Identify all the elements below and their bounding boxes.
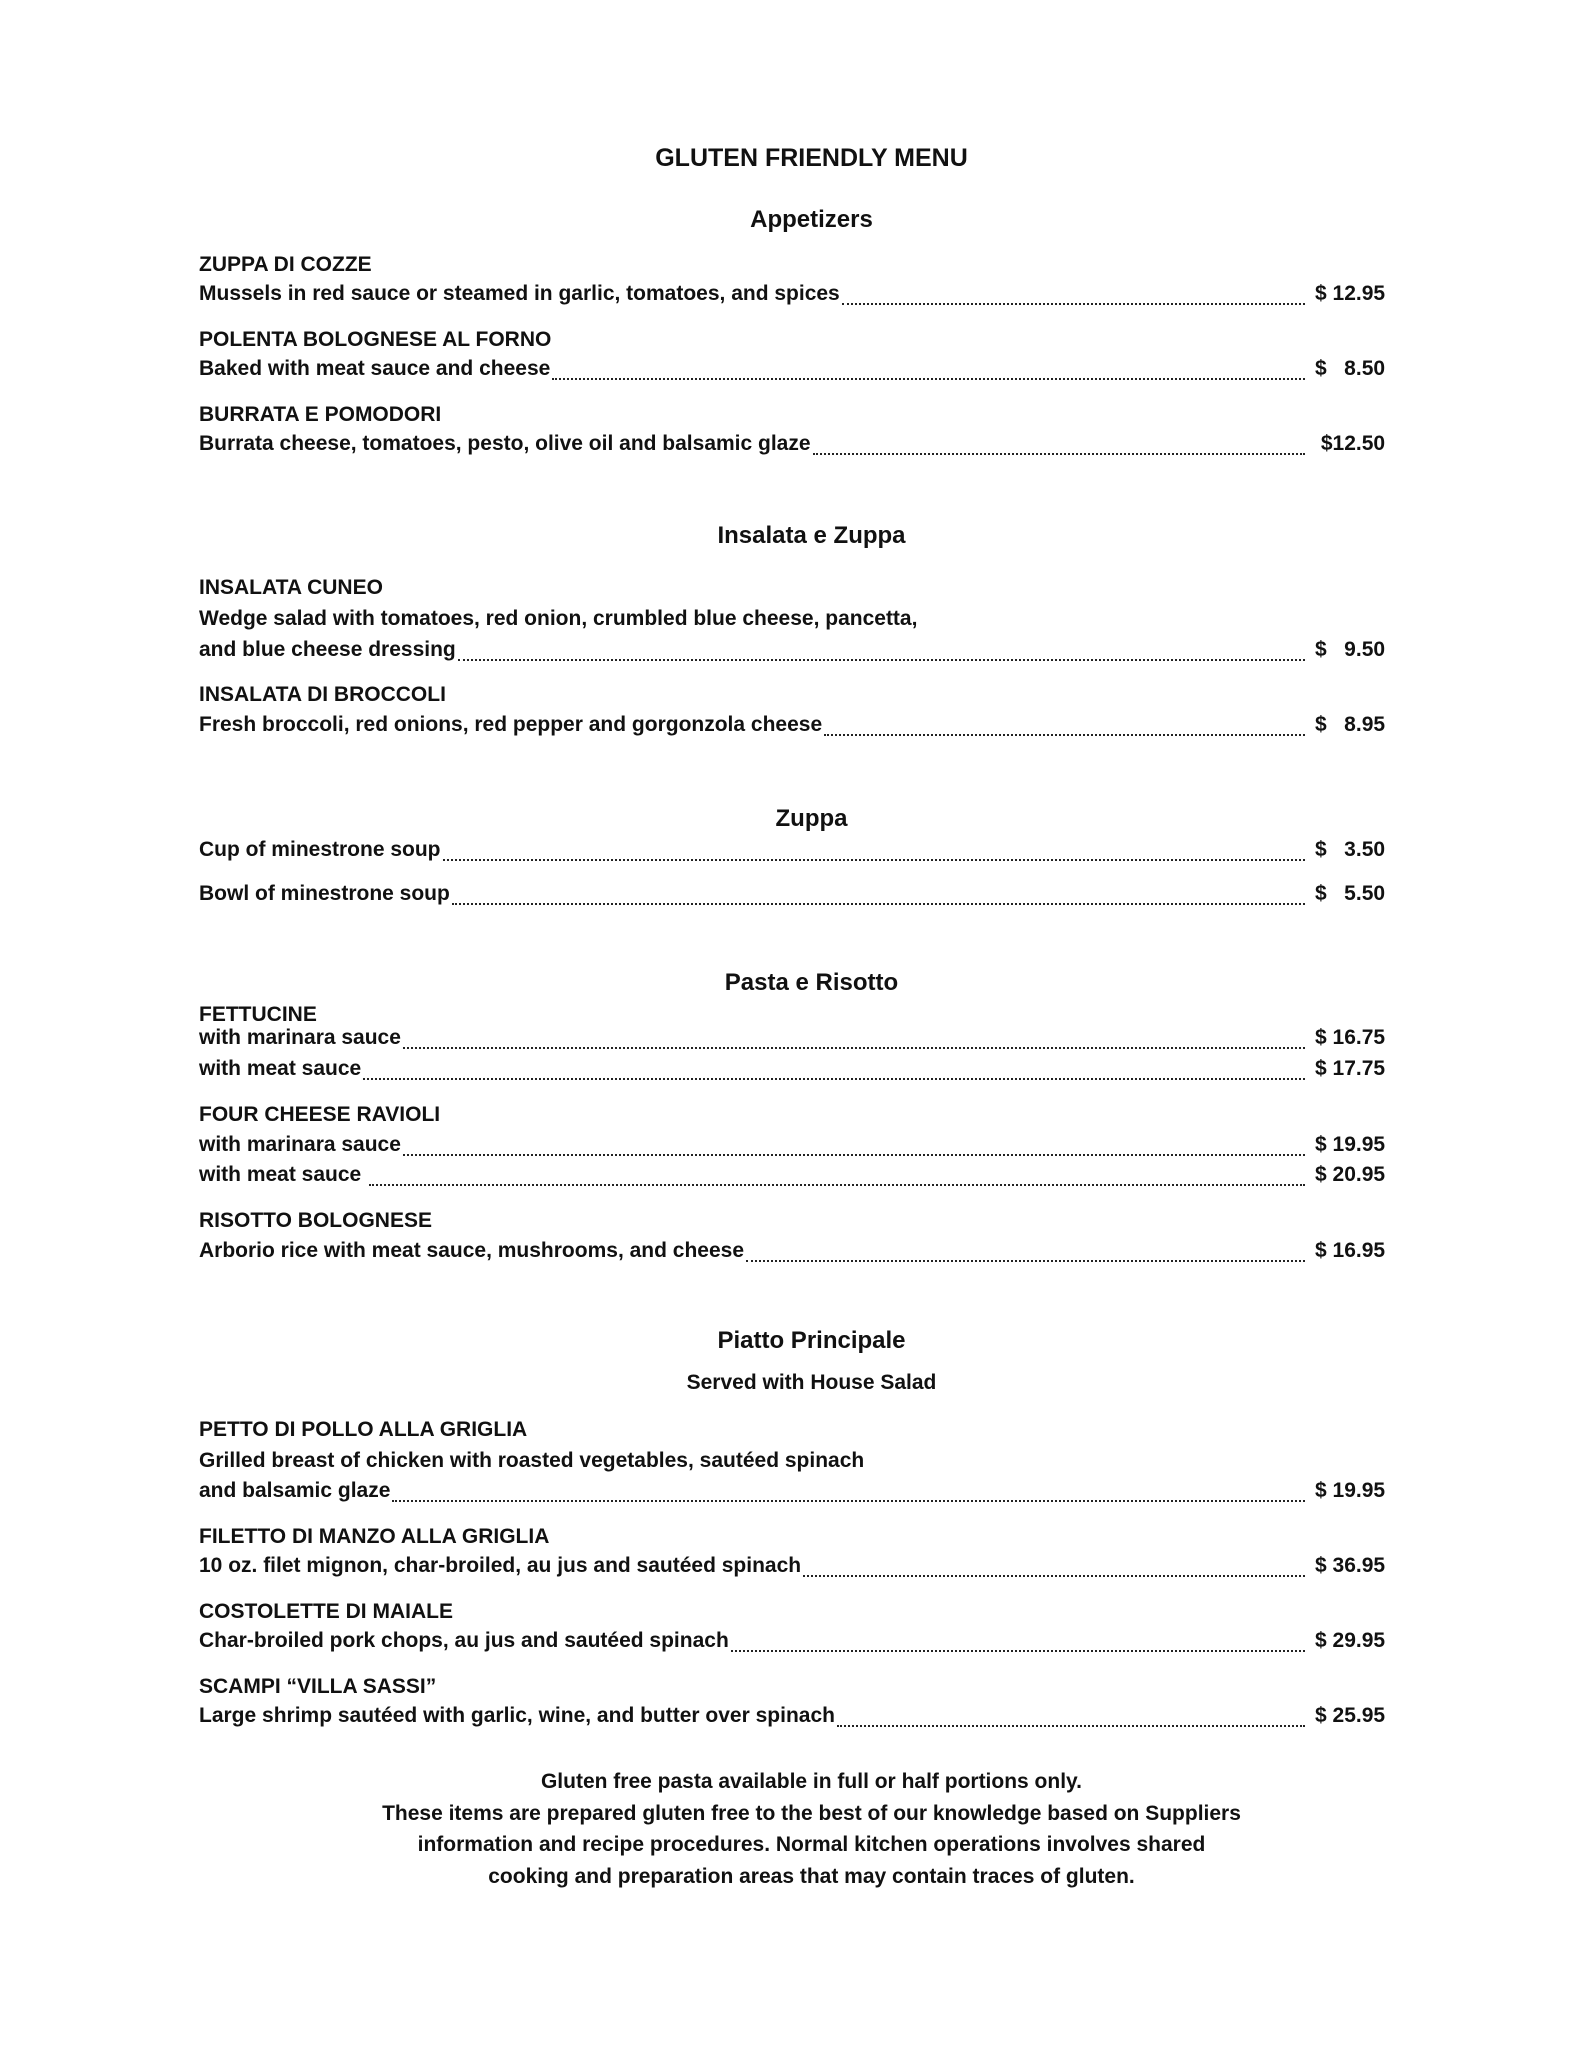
item-price: $ 8.50 [1315,357,1386,380]
dot-leader [803,1574,1305,1577]
item-description: with meat sauce [199,1163,368,1186]
item-description: 10 oz. filet mignon, char-broiled, au jus and sautéed spinach [199,1554,802,1577]
disclaimer-line: cooking and preparation areas that may contain traces of gluten. [488,1864,1135,1888]
item-price: $ 19.95 [1315,1133,1386,1156]
item-name: SCAMPI “VILLA SASSI” [199,1675,437,1698]
item-description: and balsamic glaze [199,1479,391,1502]
disclaimer-line: These items are prepared gluten free to the best of our knowledge based on Suppliers [382,1801,1241,1825]
menu-line [199,357,1393,387]
item-description: Fresh broccoli, red onions, red pepper and gorgonzola cheese [199,713,823,736]
gluten-disclaimer [0,1766,1582,1892]
dot-leader [824,733,1305,736]
section-heading-appetizers: Appetizers [750,206,873,233]
item-description: Large shrimp sautéed with garlic, wine, and butter over spinach [199,1704,835,1727]
item-description: Cup of minestrone soup [199,838,441,861]
item-name: FOUR CHEESE RAVIOLI [199,1103,441,1126]
item-name: ZUPPA DI COZZE [199,253,372,276]
item-description: and blue cheese dressing [199,638,456,661]
item-price: $ 36.95 [1315,1554,1386,1577]
dot-leader [837,1724,1305,1727]
section-heading-pasta: Pasta e Risotto [724,969,899,996]
menu-line [199,838,1393,868]
menu-line [199,638,1393,668]
item-name: POLENTA BOLOGNESE AL FORNO [199,328,552,351]
item-name: RISOTTO BOLOGNESE [199,1209,432,1232]
item-price: $ 29.95 [1315,1629,1386,1652]
item-description: Char-broiled pork chops, au jus and sautéed spinach [199,1629,729,1652]
item-price: $12.50 [1315,432,1386,455]
menu-line [199,1239,1393,1269]
disclaimer-line: information and recipe procedures. Normal kitchen operations involves shared [417,1833,1206,1856]
item-description: Wedge salad with tomatoes, red onion, crumbled blue cheese, pancetta, [199,607,918,630]
menu-line [199,882,1393,912]
section-subheading: Served with House Salad [686,1371,937,1394]
item-name: COSTOLETTE DI MAIALE [199,1600,453,1623]
dot-leader [552,377,1305,380]
item-price: $ 9.50 [1315,638,1386,661]
item-price: $ 12.95 [1315,282,1386,305]
menu-line [199,1479,1393,1509]
item-name: INSALATA CUNEO [199,576,383,599]
menu-line [199,282,1393,312]
item-description: Baked with meat sauce and cheese [199,357,551,380]
item-price: $ 16.75 [1315,1026,1386,1049]
item-price: $ 5.50 [1315,882,1386,905]
dot-leader [452,902,1305,905]
menu-line [199,1554,1393,1584]
item-price: $ 3.50 [1315,838,1386,861]
dot-leader [403,1046,1305,1049]
item-price: $ 16.95 [1315,1239,1386,1262]
dot-leader [842,302,1305,305]
page-title: GLUTEN FRIENDLY MENU [655,144,968,172]
item-name: PETTO DI POLLO ALLA GRIGLIA [199,1418,528,1441]
item-price: $ 20.95 [1315,1163,1386,1186]
item-name: BURRATA E POMODORI [199,403,442,426]
section-heading-zuppa: Zuppa [775,805,848,832]
menu-line [199,1026,1393,1056]
item-name: FETTUCINE [199,1003,317,1026]
section-heading-insalata: Insalata e Zuppa [717,522,906,549]
item-description: Bowl of minestrone soup [199,882,450,905]
dot-leader [369,1183,1305,1186]
dot-leader [813,452,1305,455]
item-description: Mussels in red sauce or steamed in garlic, tomatoes, and spices [199,282,840,305]
item-price: $ 19.95 [1315,1479,1386,1502]
disclaimer-line: Gluten free pasta available in full or half portions only. [540,1770,1083,1793]
item-description: Burrata cheese, tomatoes, pesto, olive oil and balsamic glaze [199,432,811,455]
dot-leader [403,1153,1305,1156]
item-description: with meat sauce [199,1057,362,1080]
menu-line [199,1163,1393,1193]
menu-line [199,713,1393,743]
menu-line [199,1057,1393,1087]
item-description: Arborio rice with meat sauce, mushrooms, and cheese [199,1239,745,1262]
menu-line [199,1629,1393,1659]
item-price: $ 8.95 [1315,713,1386,736]
item-name: FILETTO DI MANZO ALLA GRIGLIA [199,1525,550,1548]
dot-leader [392,1499,1305,1502]
item-description: with marinara sauce [199,1133,401,1156]
item-price: $ 25.95 [1315,1704,1386,1727]
dot-leader [363,1077,1305,1080]
section-heading-principale: Piatto Principale [717,1327,906,1354]
item-price: $ 17.75 [1315,1057,1386,1080]
item-description: Grilled breast of chicken with roasted vegetables, sautéed spinach [199,1449,865,1472]
dot-leader [731,1649,1305,1652]
menu-line [199,1133,1393,1163]
menu-line [199,432,1393,462]
dot-leader [458,658,1305,661]
dot-leader [746,1259,1305,1262]
dot-leader [443,858,1306,861]
item-name: INSALATA DI BROCCOLI [199,683,446,706]
menu-line [199,1704,1393,1734]
item-description: with marinara sauce [199,1026,401,1049]
